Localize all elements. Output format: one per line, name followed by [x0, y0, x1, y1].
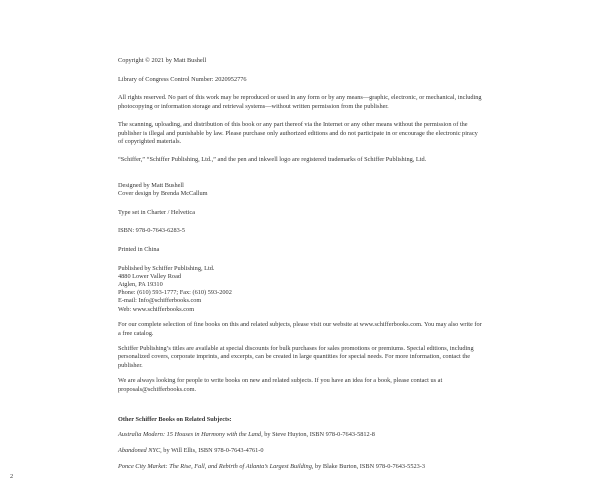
- authors-wanted-notice: We are always looking for people to write books on new and related subjects. If you have an idea for a book, please contact us at proposals@schifferbooks.com.: [118, 377, 443, 393]
- designer-credit: Designed by Matt Bushell: [118, 181, 184, 189]
- related-book-title: Abandoned NYC,: [118, 447, 162, 455]
- publisher-city: Atglen, PA 19310: [118, 281, 163, 289]
- cover-design-credit: Cover design by Brenda McCallum: [118, 189, 208, 197]
- related-books-list: [118, 431, 482, 471]
- related-book-title: Ponce City Market: The Rise, Fall, and Rebirth of Atlanta’s Largest Building,: [118, 462, 314, 470]
- printed-in-line: Printed in China: [118, 245, 160, 253]
- related-book-title: Australia Modern: 15 Houses in Harmony with the Land,: [118, 431, 263, 439]
- copyright-line: Copyright © 2021 by Matt Bushell: [118, 57, 207, 64]
- isbn-line: ISBN: 978-0-7643-6283-5: [118, 227, 185, 235]
- related-book-details: by Will Ellis, ISBN 978-0-7643-4761-0: [161, 447, 264, 455]
- catalog-notice: For our complete selection of fine books on this and related subjects, please visit our website at www.schifferbooks.com. You may also write for a free catalog.: [118, 321, 482, 337]
- related-book-details: by Steve Huyton, ISBN 978-0-7643-5812-8: [262, 431, 375, 439]
- related-book-item: [118, 463, 482, 471]
- special-discounts-notice: Schiffer Publishing’s titles are available at special discounts for bulk purchases for sales promotions or premiums. Special editions, including personalized covers, corporate imprints, and excerpts, can be created in large quantities for special needs. For more information, contact the publisher.: [118, 345, 474, 369]
- typeset-line: Type set in Charter / Helvetica: [118, 208, 196, 216]
- publisher-name: Published by Schiffer Publishing, Ltd.: [118, 264, 215, 272]
- loc-control-number: Library of Congress Control Number: 2020952776: [118, 75, 247, 83]
- related-book-details: by Blake Burton, ISBN 978-0-7643-5523-3: [313, 462, 426, 470]
- publisher-address: [118, 265, 482, 314]
- related-book-item: [118, 431, 482, 439]
- publisher-phone-fax: Phone: (610) 593-1777; Fax: (610) 593-2002: [118, 289, 232, 297]
- publisher-street: 4880 Lower Valley Road: [118, 272, 182, 280]
- piracy-notice: The scanning, uploading, and distribution of this book or any part thereof via the Internet or any other means without the permission of the publisher is illegal and punishable by law. Please purchase only authorized editions and do not participate in or encourage the electronic piracy of copyrighted materials.: [118, 121, 478, 145]
- related-books-heading: Other Schiffer Books on Related Subjects:: [118, 415, 232, 423]
- publisher-web: Web: www.schifferbooks.com: [118, 305, 195, 313]
- page-number: 2: [10, 473, 14, 480]
- rights-notice: All rights reserved. No part of this work may be reproduced or used in any form or by any means—graphic, electronic, or mechanical, including photocopying or information storage and retrieval systems—without written permission from the publisher.: [118, 94, 482, 110]
- publisher-email: E-mail: Info@schifferbooks.com: [118, 297, 202, 305]
- trademark-notice: “Schiffer,” “Schiffer Publishing, Ltd.,” and the pen and inkwell logo are registered trademarks of Schiffer Publishing, Ltd.: [118, 156, 427, 164]
- related-book-item: [118, 447, 482, 455]
- page-content: [118, 57, 482, 471]
- design-credits: [118, 182, 482, 198]
